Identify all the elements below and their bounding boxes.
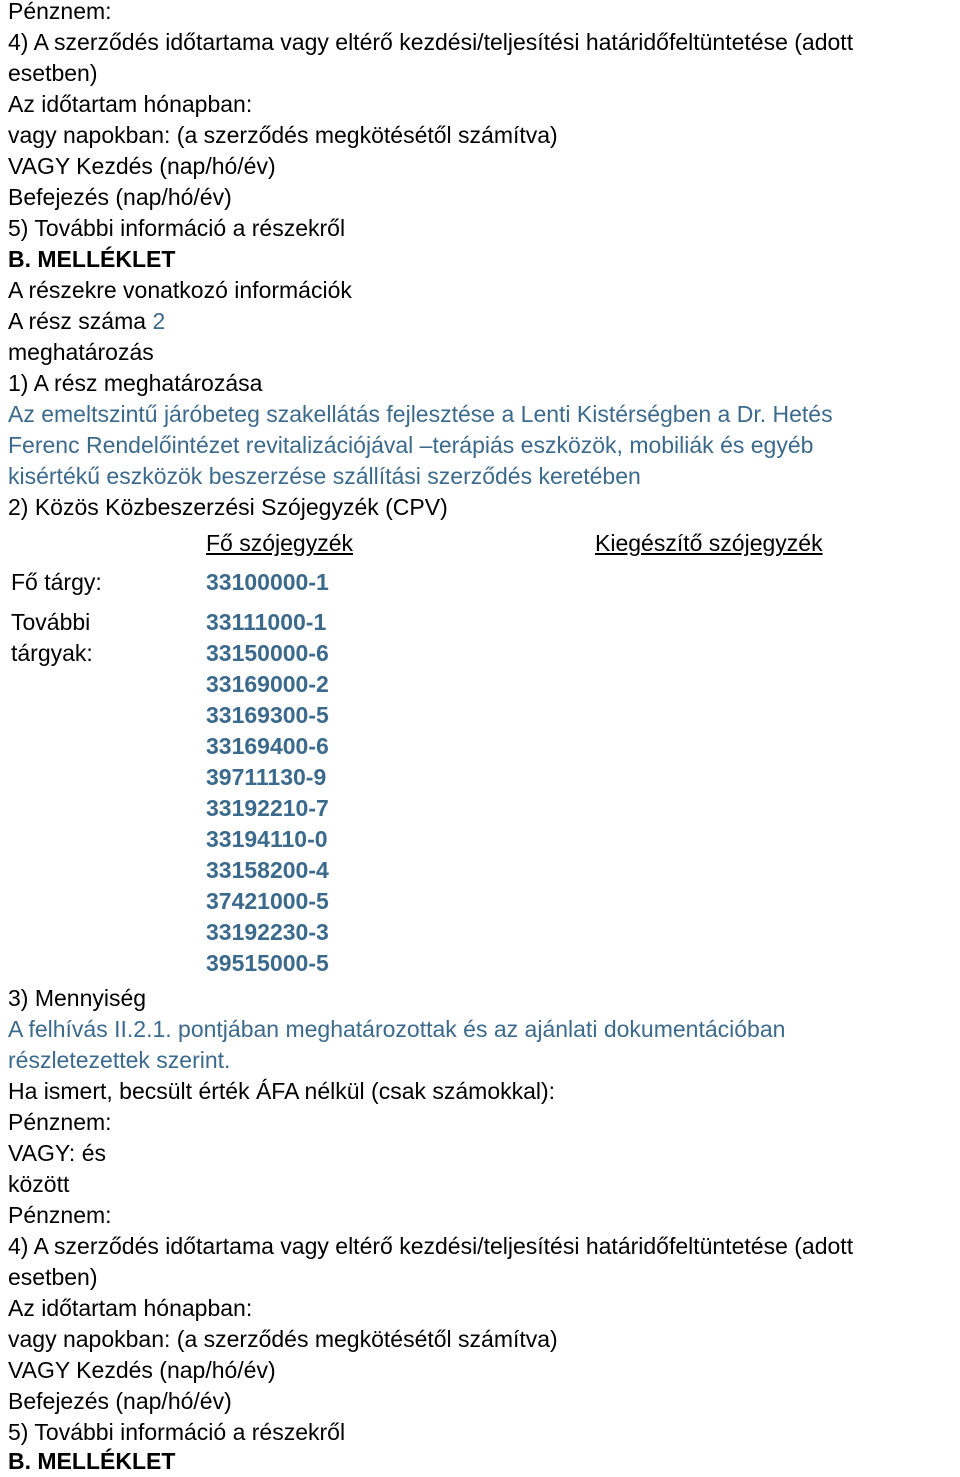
duration-months-label: Az időtartam hónapban:: [8, 91, 253, 117]
duration-heading-cont: esetben): [8, 60, 98, 86]
duration-heading: 4) A szerződés időtartama vagy eltérő kezdési/teljesítési határidőfeltüntetése (adott: [8, 1233, 854, 1259]
duration-months-label: Az időtartam hónapban:: [8, 1295, 253, 1321]
additional-objects-label-1: További: [11, 609, 91, 635]
cpv-code: 33192210-7: [206, 795, 329, 821]
end-date-label: Befejezés (nap/hó/év): [8, 1388, 232, 1414]
duration-days-label: vagy napokban: (a szerződés megkötésétől számítva): [8, 1326, 558, 1352]
between-label: között: [8, 1171, 70, 1197]
quantity-text-1: A felhívás II.2.1. pontjában meghatározottak és az ajánlati dokumentációban: [8, 1016, 786, 1042]
cpv-code: 33194110-0: [206, 826, 328, 852]
main-vocab-header: Fő szójegyzék: [206, 530, 354, 556]
part-number: [8, 306, 165, 337]
further-info-label: 5) További információ a részekről: [8, 215, 346, 241]
cpv-code: 33192230-3: [206, 919, 329, 945]
part-definition-text-3: kisértékű eszközök beszerzése szállítási szerződés keretében: [8, 463, 641, 489]
cpv-code: 33158200-4: [206, 857, 329, 883]
additional-objects-label-2: tárgyak:: [11, 640, 93, 666]
definition-label: meghatározás: [8, 339, 154, 365]
currency-label: Pénznem:: [8, 1202, 112, 1228]
start-date-label: VAGY Kezdés (nap/hó/év): [8, 1357, 276, 1383]
main-object-label: Fő tárgy:: [11, 569, 102, 595]
cpv-code: 39515000-5: [206, 950, 329, 976]
currency-label: Pénznem:: [8, 1109, 112, 1135]
cpv-code: 37421000-5: [206, 888, 329, 914]
estimate-label: Ha ismert, becsült érték ÁFA nélkül (csak számokkal):: [8, 1078, 556, 1104]
duration-days-label: vagy napokban: (a szerződés megkötésétől számítva): [8, 122, 558, 148]
part-number-value: 2: [152, 308, 166, 334]
further-info-label: 5) További információ a részekről: [8, 1419, 346, 1445]
quantity-text-2: részletezettek szerint.: [8, 1047, 231, 1073]
cpv-code: 33169400-6: [206, 733, 329, 759]
duration-heading-cont: esetben): [8, 1264, 98, 1290]
additional-codes-list: [206, 607, 329, 979]
quantity-heading: 3) Mennyiség: [8, 985, 147, 1011]
cpv-code: 33169000-2: [206, 671, 329, 697]
end-date-label: Befejezés (nap/hó/év): [8, 184, 232, 210]
cpv-heading: 2) Közös Közbeszerzési Szójegyzék (CPV): [8, 494, 448, 520]
part-definition-heading: 1) A rész meghatározása: [8, 370, 263, 396]
part-definition-text-1: Az emeltszintű járóbeteg szakellátás fejlesztése a Lenti Kistérségben a Dr. Hetés: [8, 401, 833, 427]
annex-subtitle: A részekre vonatkozó információk: [8, 277, 352, 303]
cpv-code: 33111000-1: [206, 609, 327, 635]
supp-vocab-header: Kiegészítő szójegyzék: [595, 530, 823, 556]
duration-heading: 4) A szerződés időtartama vagy eltérő kezdési/teljesítési határidőfeltüntetése (adott: [8, 29, 854, 55]
part-definition-text-2: Ferenc Rendelőintézet revitalizációjával –terápiás eszközök, mobiliák és egyéb: [8, 432, 814, 458]
start-date-label: VAGY Kezdés (nap/hó/év): [8, 153, 276, 179]
annex-title: B. MELLÉKLET: [8, 246, 176, 272]
cpv-code: 33169300-5: [206, 702, 329, 728]
currency-label: Pénznem:: [8, 0, 112, 24]
part-number-label: A rész száma: [8, 308, 147, 334]
main-object-code: 33100000-1: [206, 569, 329, 595]
cpv-code: 39711130-9: [206, 764, 327, 790]
annex-title: B. MELLÉKLET: [8, 1448, 176, 1474]
or-and-label: VAGY: és: [8, 1140, 107, 1166]
cpv-code: 33150000-6: [206, 640, 329, 666]
